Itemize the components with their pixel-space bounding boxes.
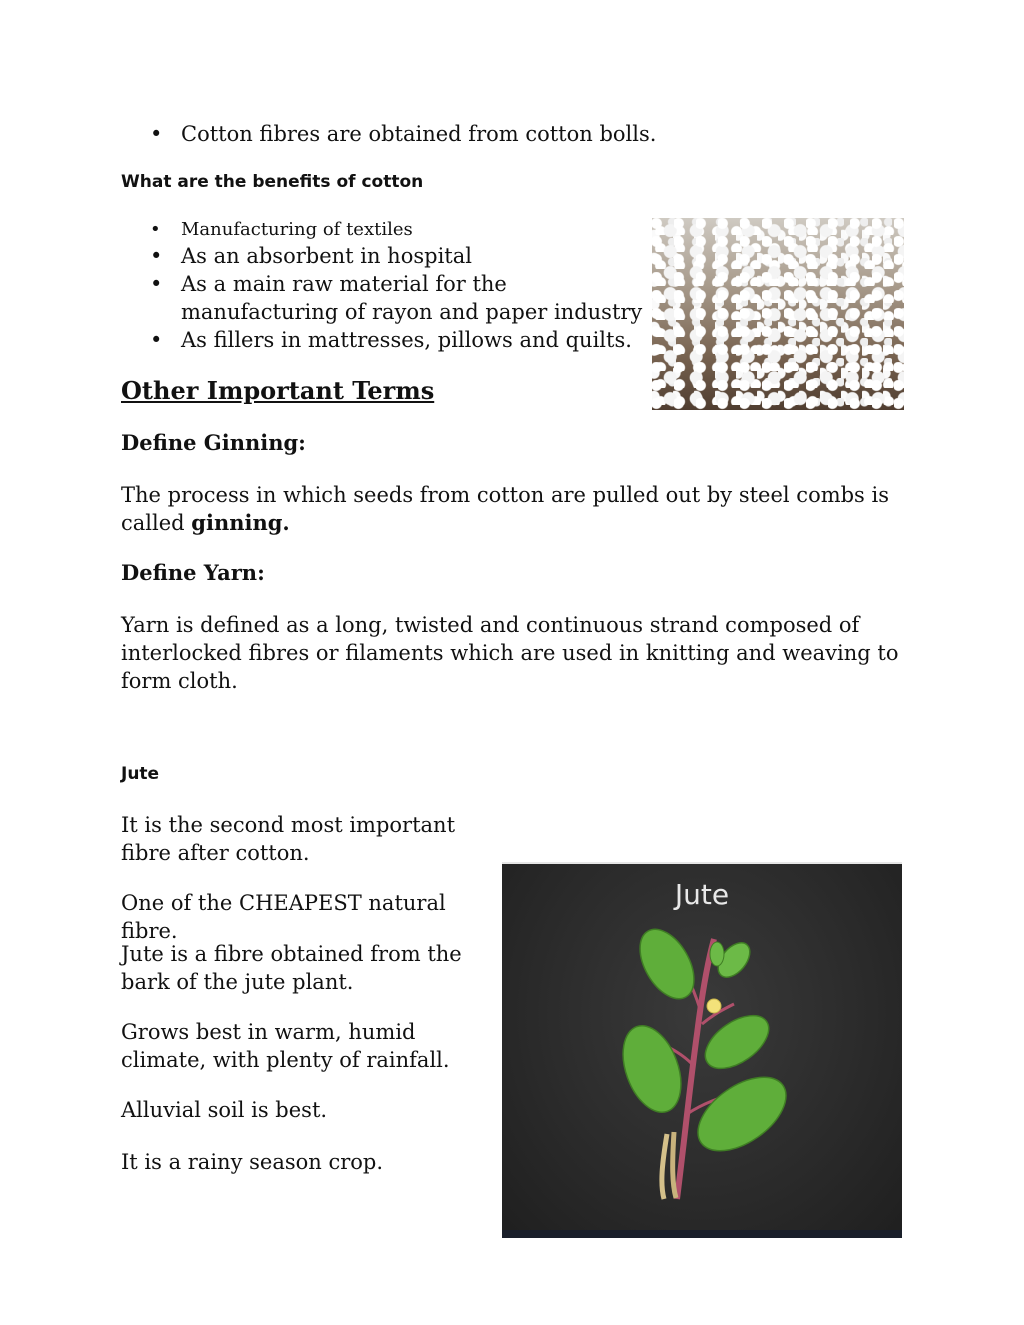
jute-flower (707, 999, 721, 1013)
benefits-heading: What are the benefits of cotton (121, 172, 424, 192)
ginning-heading: Define Ginning: (121, 430, 306, 455)
yarn-definition: Yarn is defined as a long, twisted and continuous strand composed of interlocked fibres or filaments which are used in knitting and weaving to form cloth. (121, 613, 899, 693)
jute-paragraph: One of the CHEAPEST natural fibre. (121, 891, 446, 943)
jute-plant-image (502, 862, 902, 1238)
benefit-item: • As fillers in mattresses, pillows and quilts. (121, 326, 651, 354)
jute-paragraph: Jute is a fibre obtained from the bark of the jute plant. (121, 942, 462, 994)
jute-plant-illustration (502, 864, 902, 1238)
jute-leaf (612, 1018, 692, 1120)
cotton-field-image (652, 218, 904, 410)
benefits-list (121, 218, 651, 354)
intro-bullet: • Cotton fibres are obtained from cotton bolls. (121, 120, 921, 148)
jute-paragraph: Grows best in warm, humid climate, with plenty of rainfall. (121, 1020, 450, 1072)
jute-paragraph: Alluvial soil is best. (121, 1098, 328, 1122)
jute-pod (662, 1134, 667, 1199)
benefit-item: • Manufacturing of textiles (121, 218, 651, 242)
benefit-item: • As an absorbent in hospital (121, 242, 651, 270)
jute-leaf (710, 942, 724, 966)
jute-leaf (685, 1062, 799, 1165)
ginning-text: The process in which seeds from cotton are pulled out by steel combs is called (121, 483, 890, 535)
jute-paragraph: It is the second most important fibre after cotton. (121, 813, 456, 865)
jute-heading: Jute (121, 764, 160, 784)
other-terms-heading: Other Important Terms (121, 376, 435, 405)
yarn-heading: Define Yarn: (121, 560, 265, 585)
jute-pod (673, 1132, 676, 1198)
jute-leaf (696, 1005, 778, 1079)
ginning-term: ginning. (191, 510, 290, 535)
benefit-item: • As a main raw material for the manufacturing of rayon and paper industry (121, 270, 651, 326)
jute-image-caption: Jute (674, 878, 730, 911)
jute-paragraph: It is a rainy season crop. (121, 1150, 384, 1174)
ginning-definition (121, 481, 911, 537)
intro-bullet-list (121, 120, 921, 148)
